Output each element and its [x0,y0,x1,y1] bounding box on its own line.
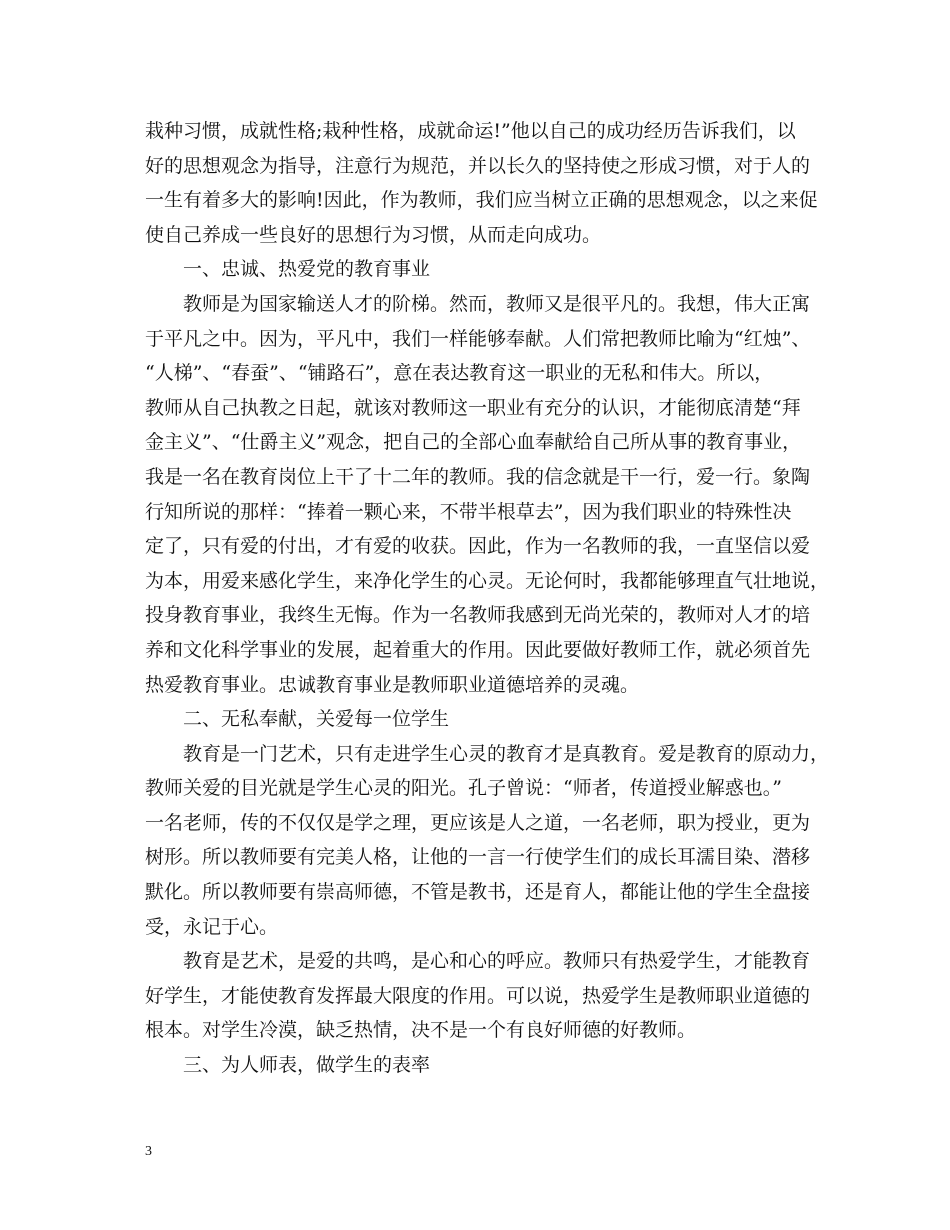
paragraph-line: 教师是为国家输送人才的阶梯。然而，教师又是很平凡的。我想，伟大正寓 [183,292,811,315]
paragraph-line: 定了，只有爱的付出，才有爱的收获。因此，作为一名教师的我，一直坚信以爱 [145,535,811,558]
paragraph-line: 行知所说的那样：“捧着一颗心来，不带半根草去”，因为我们职业的特殊性决 [145,500,792,523]
paragraph-line: 使自己养成一些良好的思想行为习惯，从而走向成功。 [145,223,602,246]
paragraph-line: 一生有着多大的影响!因此，作为教师，我们应当树立正确的思想观念，以之来促 [145,189,818,212]
paragraph-line: 栽种习惯，成就性格;栽种性格，成就命运!”他以自己的成功经历告诉我们，以 [145,120,796,142]
paragraph-line: 教师关爱的目光就是学生心灵的阳光。孔子曾说：“师者，传道授业解惑也。” [145,777,782,800]
document-body [145,114,830,1083]
section-heading-3: 三、为人师表，做学生的表率 [183,1054,431,1077]
paragraph-line: 热爱教育事业。忠诚教育事业是教师职业道德培养的灵魂。 [145,673,640,696]
paragraph-line: “人梯”、“春蚕”、“铺路石”，意在表达教育这一职业的无私和伟大。所以， [145,362,774,385]
paragraph-line: 投身教育事业，我终生无悔。作为一名教师我感到无尚光荣的，教师对人才的培 [145,604,811,627]
paragraph-line: 教师从自己执教之日起，就该对教师这一职业有充分的认识，才能彻底清楚“拜 [145,396,801,419]
paragraph-line: 教育是艺术，是爱的共鸣，是心和心的呼应。教师只有热爱学生，才能教育 [183,950,811,973]
paragraph-line: 我是一名在教育岗位上干了十二年的教师。我的信念就是干一行，爱一行。象陶 [145,465,811,488]
paragraph-line: 一名老师，传的不仅仅是学之理，更应该是人之道，一名老师，职为授业，更为 [145,811,811,834]
paragraph-line: 金主义”、“仕爵主义”观念，把自己的全部心血奉献给自己所从事的教育事业， [145,431,802,454]
paragraph-line: 树形。所以教师要有完美人格，让他的一言一行使学生们的成长耳濡目染、潜移 [145,846,811,869]
paragraph-line: 好学生，才能使教育发挥最大限度的作用。可以说，热爱学生是教师职业道德的 [145,984,811,1007]
paragraph-line: 教育是一门艺术，只有走进学生心灵的教育才是真教育。爱是教育的原动力， [183,742,830,765]
section-heading-1: 一、忠诚、热爱党的教育事业 [183,258,431,281]
paragraph-line: 根本。对学生冷漠，缺乏热情，决不是一个有良好师德的好教师。 [145,1019,697,1042]
page-number: 3 [145,1144,152,1159]
paragraph-line: 好的思想观念为指导，注意行为规范，并以长久的坚持使之形成习惯，对于人的 [145,154,811,177]
paragraph-line: 默化。所以教师要有崇高师德，不管是教书，还是育人，都能让他的学生全盘接 [145,881,811,904]
section-heading-2: 二、无私奉献，关爱每一位学生 [183,708,450,731]
paragraph-line: 受，永记于心。 [145,915,279,938]
paragraph-line: 于平凡之中。因为，平凡中，我们一样能够奉献。人们常把教师比喻为“红烛”、 [145,327,811,350]
paragraph-line: 养和文化科学事业的发展，起着重大的作用。因此要做好教师工作，就必须首先 [145,638,811,661]
paragraph-line: 为本，用爱来感化学生，来净化学生的心灵。无论何时，我都能够理直气壮地说， [145,569,830,592]
